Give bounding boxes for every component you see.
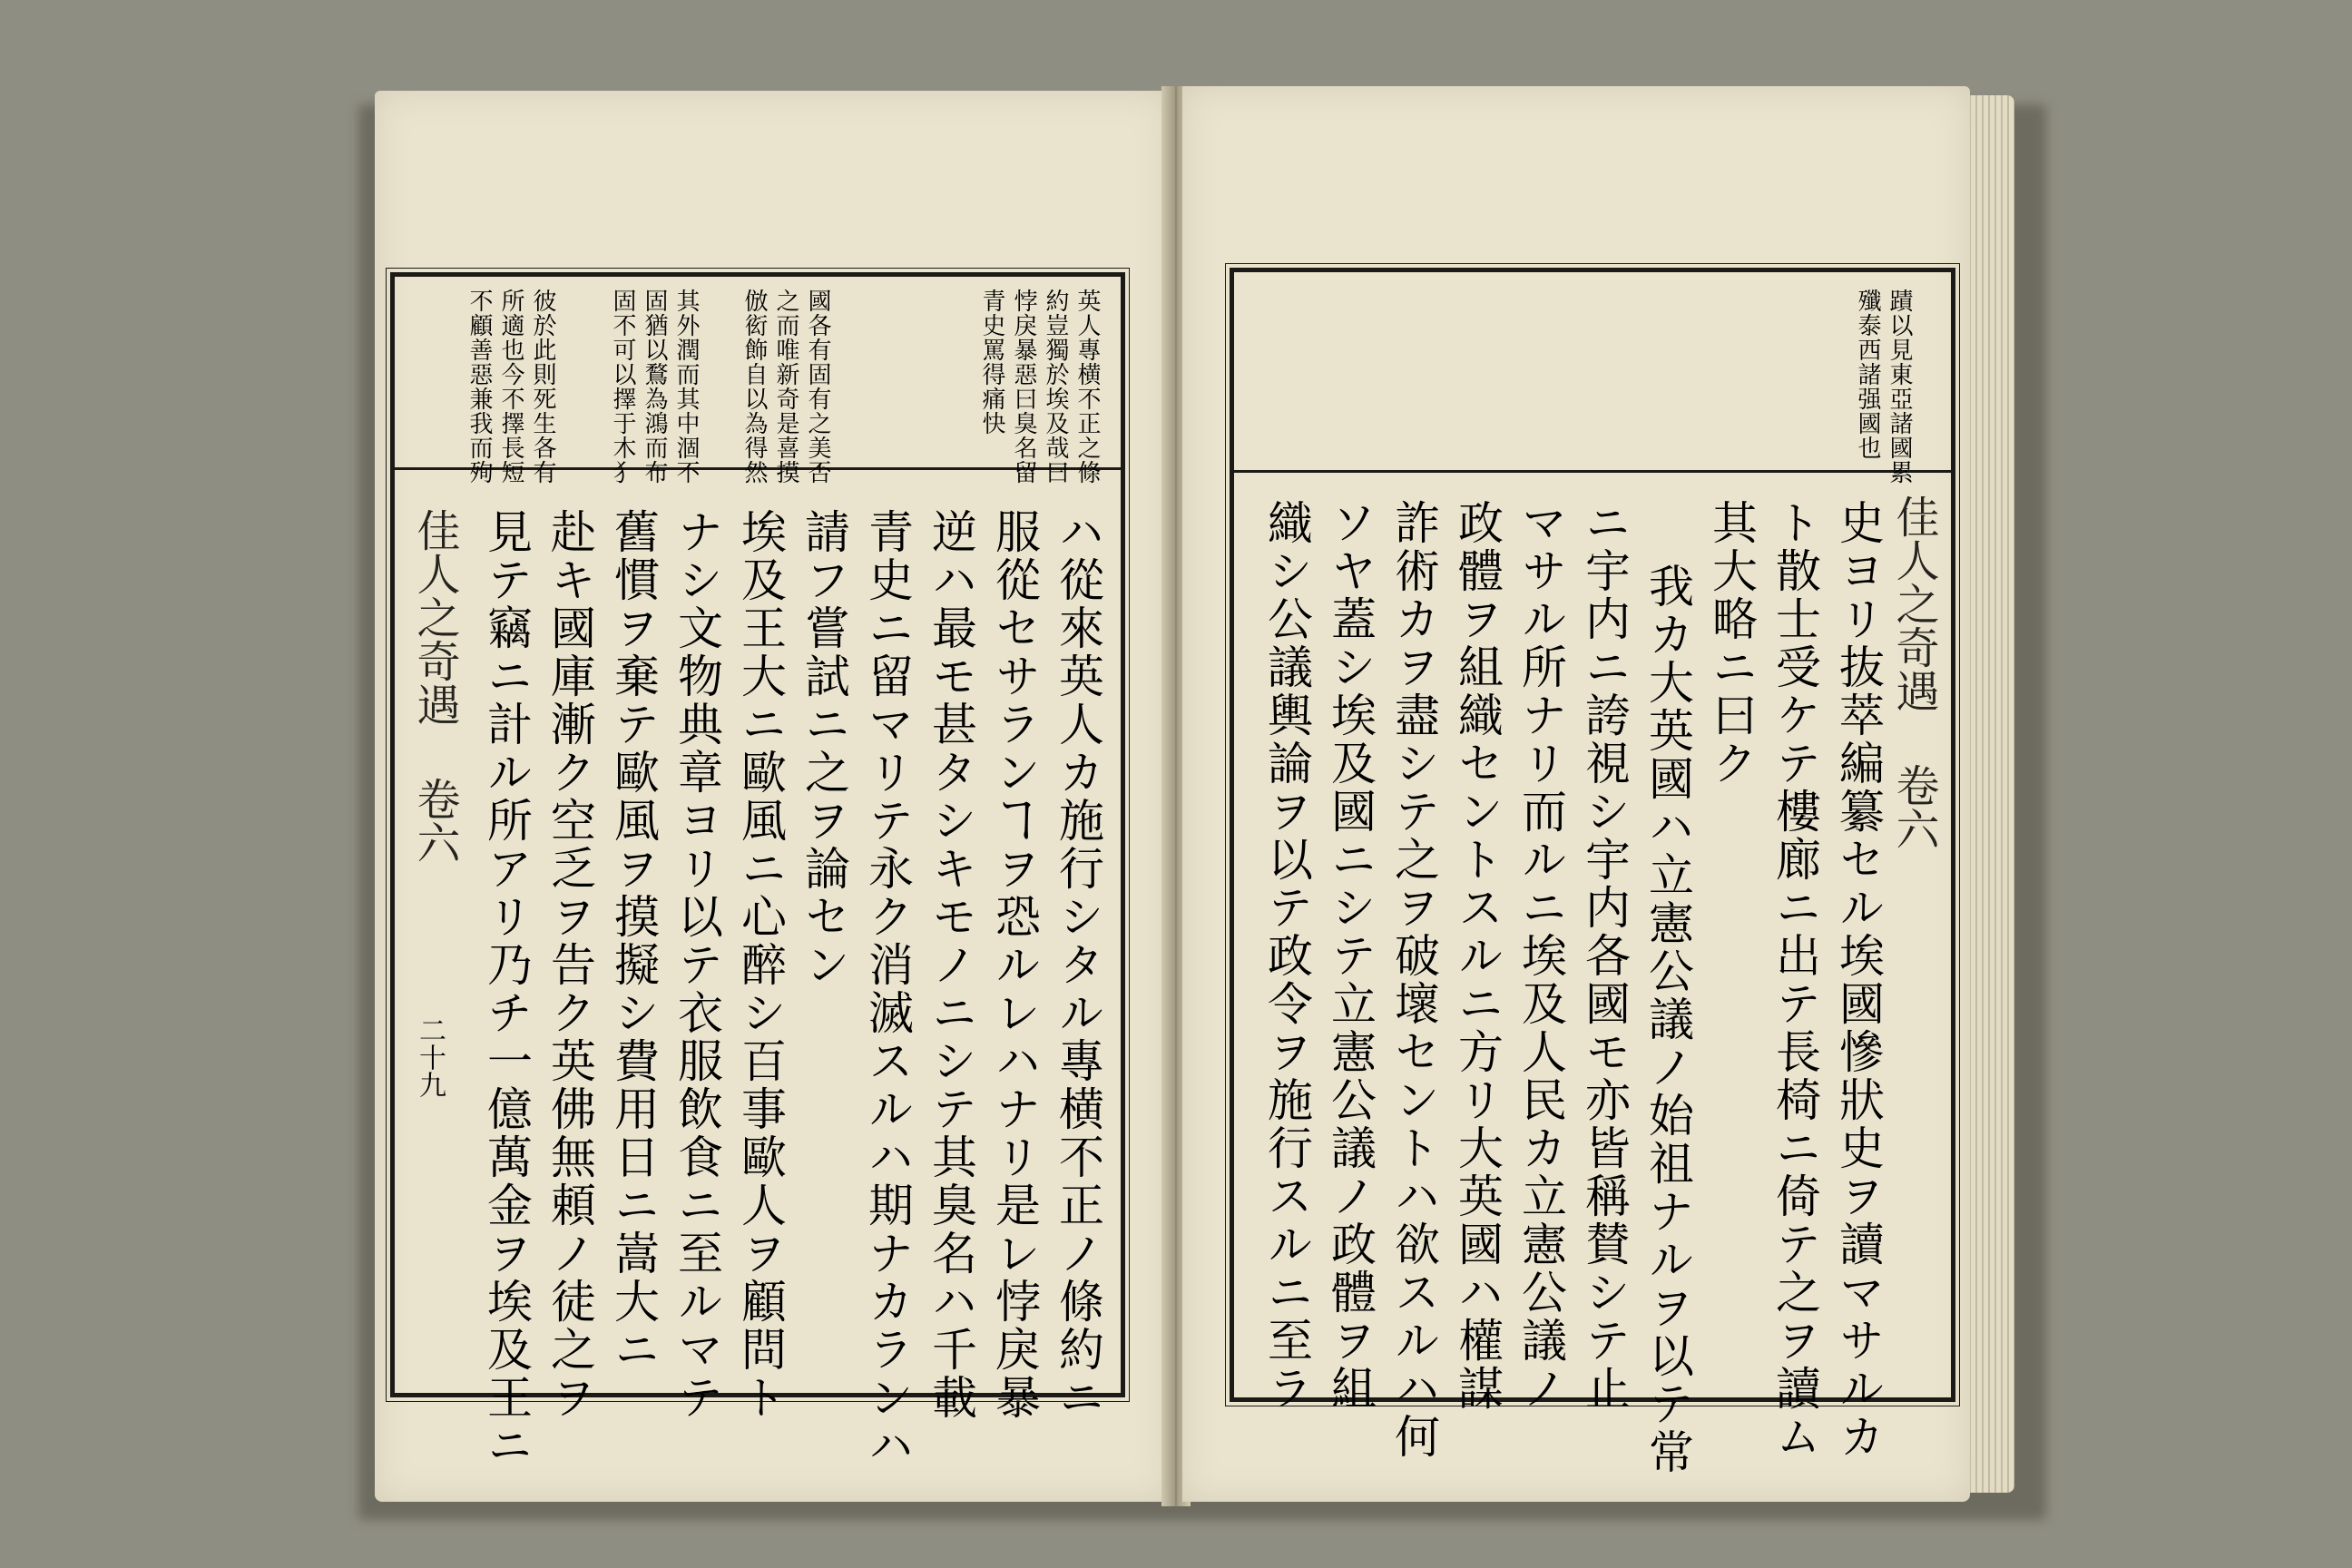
right-main-line: 其大略ニ曰ク [1705, 499, 1758, 788]
left-note-line: 固不可以擇于木犭 [609, 289, 636, 485]
left-margin-title: 佳人之奇遇 卷六 [409, 508, 460, 864]
left-note-line: 不顧善惡兼我而殉 [466, 289, 493, 485]
left-main-line: ナシ文物典章ヨリ以テ衣服飲食ニ至ルマテ [671, 508, 723, 1422]
left-note-line: 悖戾暴惡曰臭名留 [1010, 289, 1037, 485]
right-main-line: ニ宇内ニ誇視シ宇内各國モ亦皆稱賛シテ止 [1578, 499, 1631, 1413]
right-main-line: ト散士受ケテ樓廊ニ出テ長椅ニ倚テ之ヲ讀ム [1769, 499, 1821, 1461]
right-note-divider [1234, 470, 1951, 473]
left-main-line: 逆ハ最モ甚タシキモノニシテ其臭名ハ千載 [925, 508, 977, 1422]
left-note-line: 國各有固有之美否 [804, 289, 831, 485]
right-main-line: 我カ大英國ハ立憲公議ノ始祖ナルヲ以テ常 [1642, 563, 1694, 1476]
left-note-line: 英人專横不正之條 [1073, 289, 1101, 485]
right-main-line: ソヤ蓋シ埃及國ニシテ立憲公議ノ政體ヲ組 [1324, 499, 1377, 1413]
left-note-line: 約豈獨於埃及哉曰 [1042, 289, 1069, 485]
right-main-line: 織シ公議輿論ヲ以テ政令ヲ施行スルニ至ラ [1260, 499, 1313, 1413]
right-main-line: 政體ヲ組織セントスルニ方リ大英國ハ權謀 [1451, 499, 1504, 1413]
left-note-line: 青史罵得痛快 [978, 289, 1005, 436]
left-main-line: 舊慣ヲ棄テ歐風ヲ摸擬シ費用日ニ嵩大ニ [607, 508, 660, 1374]
left-note-line: 彼於此則死生各有 [529, 289, 556, 485]
left-note-line: 其外潤而其中涸不 [672, 289, 700, 485]
left-main-line: 見テ竊ニ計ル所アリ乃チ一億萬金ヲ埃及王ニ [480, 508, 533, 1470]
left-note-line: 倣衒飾自以為得然 [740, 289, 768, 485]
left-note-line: 固猶以鶩為鴻而布 [641, 289, 668, 485]
left-main-line: 青史ニ留マリテ永ク消滅スルハ期ナカランハ [861, 508, 914, 1470]
page-stack-edge [1965, 95, 2014, 1493]
right-main-line: 詐術カヲ盡シテ之ヲ破壞セントハ欲スルハ何 [1387, 499, 1440, 1461]
left-note-line: 之而唯新奇是喜摸 [772, 289, 799, 485]
left-main-line: 埃及王大ニ歐風ニ心醉シ百事歐人ヲ顧問ト [734, 508, 787, 1422]
left-main-line: ハ從來英人カ施行シタル專横不正ノ條約ニ [1052, 508, 1104, 1422]
right-main-line: 史ヨリ抜萃編纂セル埃國慘狀史ヲ讀マサルカ [1832, 499, 1885, 1461]
left-note-line: 所適也今不擇長短 [497, 289, 524, 485]
left-main-line: 赴キ國庫漸ク空乏ヲ告ク英佛無頼ノ徒之ヲ [544, 508, 596, 1422]
right-note-line: 蹟以見東亞諸國累 [1886, 289, 1913, 485]
left-main-line: 服從セサランヿヲ恐ルレハナリ是レ悖戾暴 [988, 508, 1041, 1422]
right-main-line: マサル所ナリ而ルニ埃及人民カ立憲公議ノ [1514, 499, 1567, 1413]
right-margin-title: 佳人之奇遇 卷六 [1888, 495, 1939, 850]
right-note-line: 殲泰西諸强國也 [1854, 289, 1881, 460]
left-main-line: 請フ嘗試ニ之ヲ論セン [798, 508, 850, 989]
left-page-number: 二十九 [414, 1016, 446, 1098]
